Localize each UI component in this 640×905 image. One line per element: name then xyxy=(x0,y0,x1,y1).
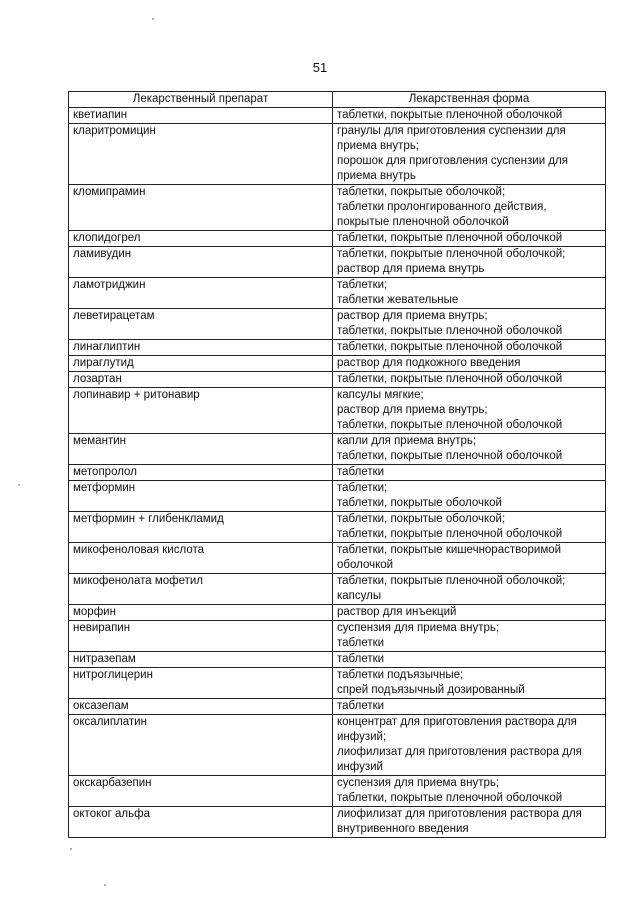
table-header-row xyxy=(69,92,606,108)
drug-name-cell: ламотриджин xyxy=(69,278,333,309)
table-row xyxy=(69,434,606,465)
dosage-form-cell xyxy=(333,356,606,372)
dosage-form-cell xyxy=(333,605,606,621)
table-row xyxy=(69,512,606,543)
table-row xyxy=(69,807,606,838)
drug-name-cell: морфин xyxy=(69,605,333,621)
table-row xyxy=(69,668,606,699)
dosage-form-cell xyxy=(333,652,606,668)
dosage-form-cell xyxy=(333,574,606,605)
table-row xyxy=(69,247,606,278)
dosage-form-line: таблетки xyxy=(337,653,385,665)
drug-name-cell: оксазепам xyxy=(69,699,333,715)
dosage-form-line: таблетки, покрытые пленочной оболочкой xyxy=(337,528,563,540)
drug-name-cell: оксалиплатин xyxy=(69,715,333,776)
dosage-form-cell xyxy=(333,668,606,699)
drug-name-cell: невирапин xyxy=(69,621,333,652)
drug-name-cell: метформин + глибенкламид xyxy=(69,512,333,543)
dosage-form-cell xyxy=(333,776,606,807)
dosage-form-line: порошок для приготовления суспензии для приема внутрь xyxy=(337,155,568,182)
scan-speck xyxy=(18,484,20,486)
drug-name-cell: леветирацетам xyxy=(69,309,333,340)
dosage-form-line: таблетки пролонгированного действия, покрытые пленочной оболочкой xyxy=(337,201,547,228)
dosage-form-cell xyxy=(333,108,606,124)
dosage-form-line: таблетки xyxy=(337,637,385,649)
dosage-form-cell xyxy=(333,621,606,652)
drug-name-cell: мемантин xyxy=(69,434,333,465)
dosage-form-line: раствор для подкожного введения xyxy=(337,357,521,369)
table-row xyxy=(69,481,606,512)
dosage-form-line: спрей подъязычный дозированный xyxy=(337,684,525,696)
dosage-form-cell xyxy=(333,278,606,309)
dosage-form-line: раствор для инъекций xyxy=(337,606,457,618)
dosage-form-line: таблетки xyxy=(337,466,385,478)
drug-name-cell: ламивудин xyxy=(69,247,333,278)
table-body xyxy=(69,108,606,838)
column-header-form: Лекарственная форма xyxy=(333,92,606,108)
dosage-form-line: таблетки, покрытые оболочкой; xyxy=(337,513,506,525)
dosage-form-cell xyxy=(333,434,606,465)
column-header-drug: Лекарственный препарат xyxy=(69,92,333,108)
table-row xyxy=(69,574,606,605)
drug-name-cell: метопролол xyxy=(69,465,333,481)
scan-speck xyxy=(70,848,72,850)
dosage-form-line: капсулы мягкие; xyxy=(337,389,424,401)
scan-speck xyxy=(104,884,106,886)
dosage-form-cell xyxy=(333,124,606,185)
dosage-form-line: таблетки, покрытые кишечнорастворимой оболочкой xyxy=(337,544,562,571)
dosage-form-line: таблетки, покрытые пленочной оболочкой xyxy=(337,325,563,337)
scan-speck xyxy=(152,18,154,20)
dosage-form-cell xyxy=(333,231,606,247)
drug-name-cell: лопинавир + ритонавир xyxy=(69,388,333,434)
table-row xyxy=(69,621,606,652)
drug-name-cell: лираглутид xyxy=(69,356,333,372)
dosage-form-line: таблетки xyxy=(337,700,385,712)
dosage-form-line: капли для приема внутрь; xyxy=(337,435,477,447)
dosage-form-cell xyxy=(333,807,606,838)
page-number: 51 xyxy=(312,60,328,75)
dosage-form-line: таблетки, покрытые пленочной оболочкой xyxy=(337,341,563,353)
dosage-form-line: лиофилизат для приготовления раствора для внутривенного введения xyxy=(337,808,582,835)
drug-name-cell: линаглиптин xyxy=(69,340,333,356)
dosage-form-line: таблетки, покрытые пленочной оболочкой xyxy=(337,232,563,244)
dosage-form-cell xyxy=(333,185,606,231)
table-row xyxy=(69,108,606,124)
table-row xyxy=(69,231,606,247)
dosage-form-line: таблетки, покрытые оболочкой; xyxy=(337,186,506,198)
dosage-form-line: таблетки, покрытые пленочной оболочкой xyxy=(337,792,563,804)
dosage-form-cell xyxy=(333,388,606,434)
table-row xyxy=(69,278,606,309)
dosage-form-line: концентрат для приготовления раствора для инфузий; xyxy=(337,716,577,743)
dosage-form-line: таблетки подъязычные; xyxy=(337,669,464,681)
drug-name-cell: метформин xyxy=(69,481,333,512)
dosage-form-line: таблетки, покрытые пленочной оболочкой; xyxy=(337,575,566,587)
drug-name-cell: лозартан xyxy=(69,372,333,388)
drug-name-cell: кломипрамин xyxy=(69,185,333,231)
dosage-form-cell xyxy=(333,340,606,356)
dosage-form-line: капсулы xyxy=(337,590,382,602)
dosage-form-line: раствор для приема внутрь; xyxy=(337,310,488,322)
table-row xyxy=(69,124,606,185)
drug-name-cell: клопидогрел xyxy=(69,231,333,247)
dosage-form-line: суспензия для приема внутрь; xyxy=(337,622,500,634)
dosage-form-line: раствор для приема внутрь xyxy=(337,263,485,275)
dosage-form-cell xyxy=(333,372,606,388)
drug-name-cell: микофенолата мофетил xyxy=(69,574,333,605)
table-row xyxy=(69,699,606,715)
table-row xyxy=(69,605,606,621)
dosage-form-cell xyxy=(333,309,606,340)
table-row xyxy=(69,372,606,388)
table-row xyxy=(69,465,606,481)
table-row xyxy=(69,340,606,356)
drug-table xyxy=(68,91,606,838)
drug-name-cell: нитроглицерин xyxy=(69,668,333,699)
dosage-form-cell xyxy=(333,699,606,715)
dosage-form-line: таблетки, покрытые пленочной оболочкой; xyxy=(337,248,566,260)
dosage-form-line: таблетки, покрытые оболочкой xyxy=(337,497,502,509)
dosage-form-cell xyxy=(333,512,606,543)
dosage-form-line: таблетки, покрытые пленочной оболочкой xyxy=(337,450,563,462)
drug-name-cell: нитразепам xyxy=(69,652,333,668)
drug-name-cell: окскарбазепин xyxy=(69,776,333,807)
table-row xyxy=(69,309,606,340)
dosage-form-cell xyxy=(333,247,606,278)
dosage-form-line: таблетки; xyxy=(337,482,388,494)
drug-name-cell: кветиапин xyxy=(69,108,333,124)
table-row xyxy=(69,185,606,231)
table-row xyxy=(69,715,606,776)
dosage-form-line: раствор для приема внутрь; xyxy=(337,404,488,416)
dosage-form-line: таблетки, покрытые пленочной оболочкой xyxy=(337,419,563,431)
table-row xyxy=(69,388,606,434)
drug-name-cell: октоког альфа xyxy=(69,807,333,838)
table-row xyxy=(69,652,606,668)
table-row xyxy=(69,776,606,807)
dosage-form-line: таблетки жевательные xyxy=(337,294,459,306)
dosage-form-cell xyxy=(333,481,606,512)
drug-name-cell: микофеноловая кислота xyxy=(69,543,333,574)
table-row xyxy=(69,356,606,372)
dosage-form-line: суспензия для приема внутрь; xyxy=(337,777,500,789)
dosage-form-line: таблетки; xyxy=(337,279,388,291)
dosage-form-line: таблетки, покрытые пленочной оболочкой xyxy=(337,109,563,121)
table-row xyxy=(69,543,606,574)
dosage-form-cell xyxy=(333,543,606,574)
dosage-form-line: лиофилизат для приготовления раствора для инфузий xyxy=(337,746,582,773)
drug-name-cell: кларитромицин xyxy=(69,124,333,185)
dosage-form-line: гранулы для приготовления суспензии для приема внутрь; xyxy=(337,125,566,152)
dosage-form-cell xyxy=(333,465,606,481)
dosage-form-line: таблетки, покрытые пленочной оболочкой xyxy=(337,373,563,385)
dosage-form-cell xyxy=(333,715,606,776)
